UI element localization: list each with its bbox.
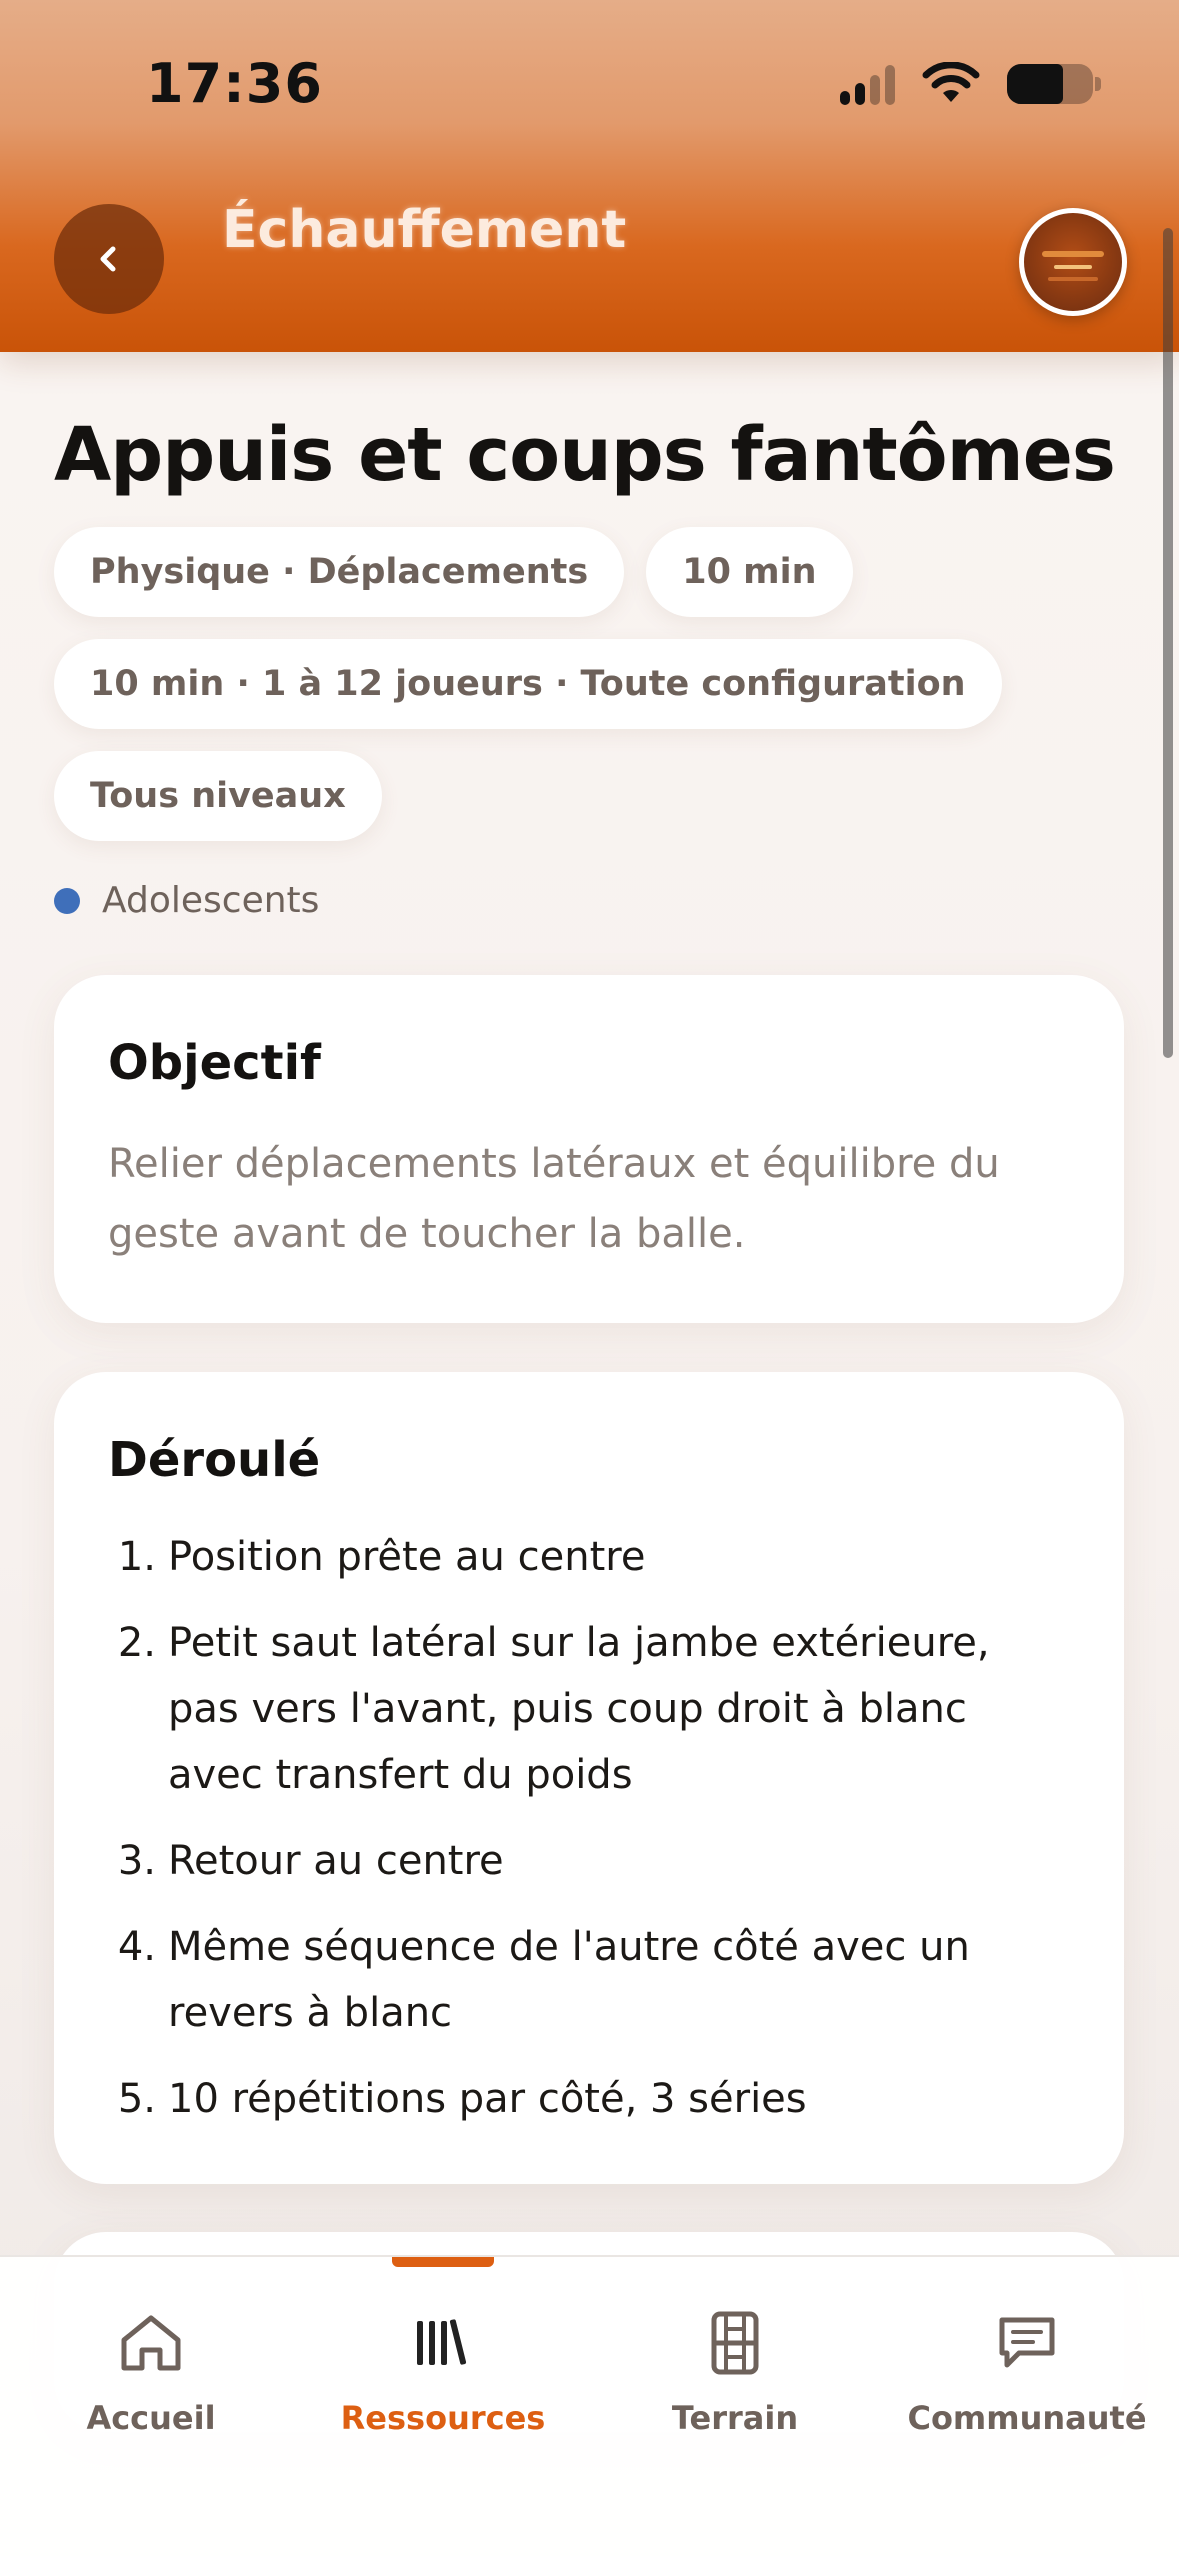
tag-chips <box>54 527 1054 863</box>
status-icons <box>840 62 1093 106</box>
tab-accueil[interactable] <box>6 2305 296 2437</box>
chevron-left-icon <box>91 241 127 277</box>
bottom-tab-bar <box>0 2255 1179 2556</box>
tab-label: Accueil <box>86 2399 216 2437</box>
audience-label: Adolescents <box>102 880 320 921</box>
avatar[interactable] <box>1019 208 1127 316</box>
back-button[interactable] <box>54 204 164 314</box>
court-icon <box>710 2311 760 2375</box>
tab-ressources[interactable] <box>298 2305 588 2437</box>
cellular-signal-icon <box>840 63 895 105</box>
chat-icon <box>997 2315 1057 2371</box>
wifi-icon <box>921 62 981 106</box>
tab-communaute[interactable] <box>882 2305 1172 2437</box>
tab-label: Ressources <box>340 2399 546 2437</box>
chip-level: Tous niveaux <box>54 751 382 841</box>
header-title: Échauffement <box>222 200 627 260</box>
chip-duration: 10 min <box>646 527 852 617</box>
tab-terrain[interactable] <box>590 2305 880 2437</box>
objectif-card <box>54 975 1124 1323</box>
active-tab-indicator <box>392 2257 494 2267</box>
objectif-text: Relier déplacements latéraux et équilibre du geste avant de toucher la balle. <box>108 1141 1000 1257</box>
chip-category: Physique · Déplacements <box>54 527 624 617</box>
audience <box>54 880 319 921</box>
list-item: 5. 10 répétitions par côté, 3 séries <box>117 2076 807 2122</box>
list-item: 1. Position prête au centre <box>117 1534 646 1580</box>
list-item: 3. Retour au centre <box>117 1838 504 1884</box>
home-icon <box>118 2312 184 2374</box>
tab-label: Communauté <box>907 2399 1147 2437</box>
steps-list <box>108 1524 1070 2132</box>
list-item: 4. Même séquence de l'autre côté avec un revers à blanc <box>117 1924 970 2036</box>
chip-details: 10 min · 1 à 12 joueurs · Toute configuration <box>54 639 1002 729</box>
objectif-heading: Objectif <box>108 1035 321 1091</box>
tab-label: Terrain <box>671 2399 799 2437</box>
audience-dot <box>54 888 80 914</box>
battery-icon <box>1007 64 1093 104</box>
header <box>0 0 1179 352</box>
status-time: 17:36 <box>146 52 323 115</box>
scrollbar[interactable] <box>1163 228 1173 1058</box>
deroule-heading: Déroulé <box>108 1432 321 1488</box>
exercise-title: Appuis et coups fantômes <box>54 412 1115 498</box>
deroule-card <box>54 1372 1124 2184</box>
list-item: 2. Petit saut latéral sur la jambe extérieure, pas vers l'avant, puis coup droit à blanc avec transfert du poids <box>117 1620 990 1798</box>
library-icon <box>413 2317 473 2369</box>
